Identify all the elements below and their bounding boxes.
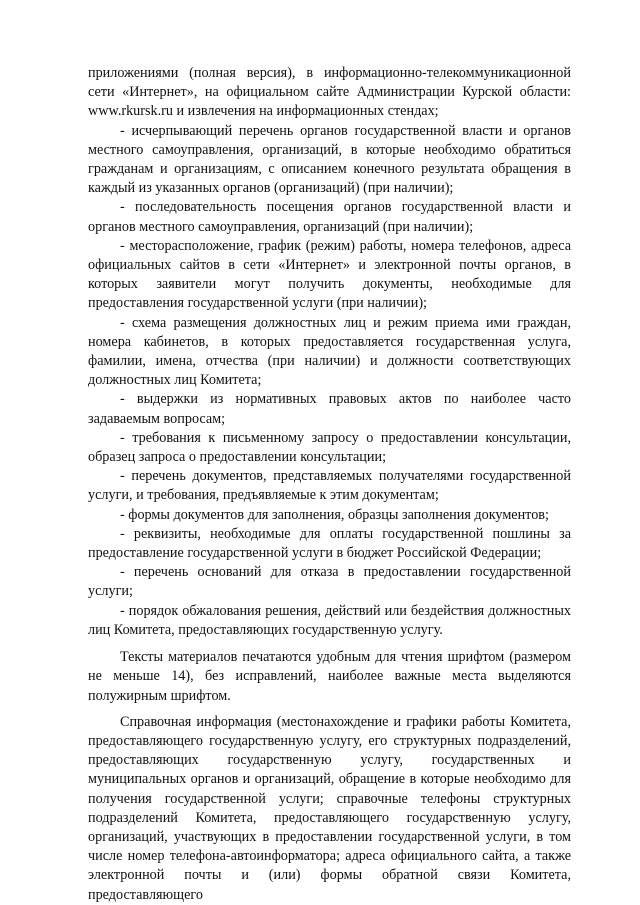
list-item-refusal-grounds: - перечень оснований для отказа в предоставлении государственной услуги; [88, 564, 571, 600]
list-item-location-schedule: - месторасположение, график (режим) работы, номера телефонов, адреса официальных сайтов в сети «Интернет» и электронной почты органов, в которых заявители могут получить документы, необходимые для предоставления государственной услуги (при наличии); [88, 237, 571, 312]
document-body [88, 64, 571, 905]
list-item-officials-scheme: - схема размещения должностных лиц и режим приема ими граждан, номера кабинетов, в которых предоставляется государственная услуга, фамилии, имена, отчества (при наличии) и должности соответствующих должностных лиц Комитета; [88, 314, 571, 389]
list-item-documents-list: - перечень документов, представляемых получателями государственной услуги, и требования, предъявляемые к этим документам; [88, 468, 571, 504]
paragraph-font-requirements: Тексты материалов печатаются удобным для чтения шрифтом (размером не меньше 14), без исправлений, наиболее важные места выделяются полужирным шрифтом. [88, 649, 571, 704]
list-item-payment-details: - реквизиты, необходимые для оплаты государственной пошлины за предоставление государственной услуги в бюджет Российской Федерации; [88, 525, 571, 562]
paragraph-reference-information: Справочная информация (местонахождение и графики работы Комитета, предоставляющего государственную услугу, его структурных подразделений, предоставляющих государственную услугу, государственных и муниципальных органов и организаций, обращение в которые необходимо для получения государственной услуги; справочные телефоны структурных подразделений Комитета, предоставляющего государственную услугу, организаций, участвующих в предоставлении государственной услуги, в том числе номер телефона-автоинформатора; адреса официального сайта, а также электронной почты и (или) формы обратной связи Комитета, предоставляющего [88, 713, 571, 903]
list-item-document-forms: - формы документов для заполнения, образцы заполнения документов; [120, 506, 549, 523]
list-item-visit-sequence: - последовательность посещения органов государственной власти и органов местного самоуправления, организаций (при наличии); [88, 199, 571, 235]
list-item-legal-extracts: - выдержки из нормативных правовых актов по наиболее часто задаваемым вопросам; [88, 391, 571, 427]
list-item-request-requirements: - требования к письменному запросу о предоставлении консультации, образец запроса о предоставлении консультации; [88, 429, 571, 466]
paragraph-continuation: приложениями (полная версия), в информационно-телекоммуникационной сети «Интернет», на официальном сайте Администрации Курской области: www.rkursk.ru и извлечения на информационных стендах; [88, 65, 571, 120]
list-item-exhaustive-list: - исчерпывающий перечень органов государственной власти и органов местного самоуправления, организаций, в которые необходимо обратиться гражданам и организациям, с описанием конечного результата обращения в каждый из указанных органов (организаций) (при наличии); [88, 122, 571, 197]
list-item-appeal-procedure: - порядок обжалования решения, действий или бездействия должностных лиц Комитета, предоставляющих государственную услугу. [88, 602, 571, 638]
